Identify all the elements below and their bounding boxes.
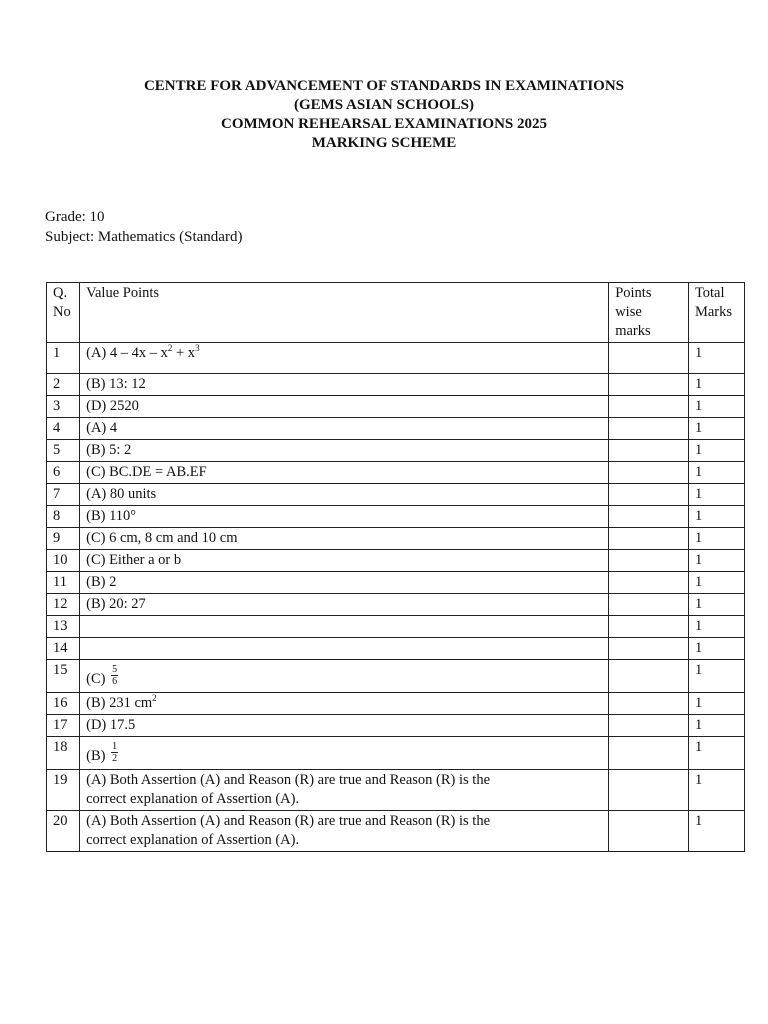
points-cell (609, 770, 689, 811)
question-number: 7 (47, 484, 80, 506)
question-number: 16 (47, 693, 80, 715)
total-marks-cell: 1 (688, 418, 744, 440)
points-cell (609, 418, 689, 440)
answer-cell: (D) 2520 (80, 396, 609, 418)
answer-cell: (C) $\frac{5}{6}$ (80, 660, 609, 693)
header-total-marks: Total Marks (688, 283, 744, 343)
answer-cell: (B) $\frac{1}{2}$ (80, 737, 609, 770)
total-marks-cell: 1 (688, 616, 744, 638)
table-row (47, 462, 745, 484)
total-marks-cell: 1 (688, 660, 744, 693)
answer-cell: (B) 13: 12 (80, 374, 609, 396)
total-marks-cell: 1 (688, 594, 744, 616)
table-row (47, 770, 745, 811)
answer-cell: (B) 20: 27 (80, 594, 609, 616)
question-number: 6 (47, 462, 80, 484)
question-number: 18 (47, 737, 80, 770)
answer-cell: (A) 4 (80, 418, 609, 440)
points-cell (609, 343, 689, 374)
total-marks-cell: 1 (688, 462, 744, 484)
answer-cell: (A) 80 units (80, 484, 609, 506)
total-marks-cell: 1 (688, 737, 744, 770)
answer-cell (80, 638, 609, 660)
points-cell (609, 616, 689, 638)
answer-cell: (C) Either a or b (80, 550, 609, 572)
total-marks-cell: 1 (688, 528, 744, 550)
table-header-row (47, 283, 745, 343)
table-row (47, 484, 745, 506)
table-row (47, 550, 745, 572)
question-number: 3 (47, 396, 80, 418)
table-row (47, 693, 745, 715)
points-cell (609, 693, 689, 715)
grade-label: Grade: 10 (45, 209, 105, 225)
points-cell (609, 396, 689, 418)
question-number: 14 (47, 638, 80, 660)
total-marks-cell: 1 (688, 715, 744, 737)
points-cell (609, 506, 689, 528)
table-row (47, 440, 745, 462)
table-row (47, 396, 745, 418)
header-value-points: Value Points (80, 283, 609, 343)
answer-cell: (A) Both Assertion (A) and Reason (R) are true and Reason (R) is the correct explanation of Assertion (A). (80, 770, 609, 811)
total-marks-cell: 1 (688, 572, 744, 594)
answer-cell (80, 616, 609, 638)
answer-cell: (D) 17.5 (80, 715, 609, 737)
total-marks-cell: 1 (688, 770, 744, 811)
table-row (47, 811, 745, 852)
question-number: 1 (47, 343, 80, 374)
table-row (47, 418, 745, 440)
table-row (47, 660, 745, 693)
question-number: 15 (47, 660, 80, 693)
answer-cell: (A) $4 - 4x - x^2 + x^3$ (80, 343, 609, 374)
total-marks-cell: 1 (688, 638, 744, 660)
points-cell (609, 638, 689, 660)
table-row (47, 343, 745, 374)
header-points-wise-marks: Points wise marks (609, 283, 689, 343)
total-marks-cell: 1 (688, 396, 744, 418)
header-document-title: MARKING SCHEME (311, 135, 457, 151)
marking-scheme-table (46, 282, 745, 852)
table-row (47, 638, 745, 660)
question-number: 8 (47, 506, 80, 528)
question-number: 12 (47, 594, 80, 616)
points-cell (609, 594, 689, 616)
question-number: 13 (47, 616, 80, 638)
points-cell (609, 715, 689, 737)
answer-cell: (B) 5: 2 (80, 440, 609, 462)
table-row (47, 737, 745, 770)
total-marks-cell: 1 (688, 693, 744, 715)
subject-label: Subject: Mathematics (Standard) (45, 229, 243, 245)
answer-cell: (B) 231 $cm^2$ (80, 693, 609, 715)
total-marks-cell: 1 (688, 811, 744, 852)
points-cell (609, 462, 689, 484)
document-meta (45, 207, 242, 247)
answer-cell: (C) BC.DE = AB.EF (80, 462, 609, 484)
table-row (47, 374, 745, 396)
points-cell (609, 550, 689, 572)
answer-cell: (B) 2 (80, 572, 609, 594)
points-cell (609, 440, 689, 462)
header-school-group: (GEMS ASIAN SCHOOLS) (293, 97, 475, 113)
question-number: 4 (47, 418, 80, 440)
table-row (47, 715, 745, 737)
total-marks-cell: 1 (688, 374, 744, 396)
question-number: 11 (47, 572, 80, 594)
points-cell (609, 374, 689, 396)
question-number: 2 (47, 374, 80, 396)
points-cell (609, 528, 689, 550)
points-cell (609, 811, 689, 852)
total-marks-cell: 1 (688, 506, 744, 528)
table-row (47, 616, 745, 638)
question-number: 9 (47, 528, 80, 550)
header-exam-name: COMMON REHEARSAL EXAMINATIONS 2025 (221, 116, 547, 132)
answer-cell: (C) 6 cm, 8 cm and 10 cm (80, 528, 609, 550)
question-number: 5 (47, 440, 80, 462)
question-number: 20 (47, 811, 80, 852)
table-row (47, 528, 745, 550)
points-cell (609, 660, 689, 693)
points-cell (609, 484, 689, 506)
answer-cell: (A) Both Assertion (A) and Reason (R) are true and Reason (R) is the correct explanation of Assertion (A). (80, 811, 609, 852)
document-header (0, 77, 768, 153)
points-cell (609, 737, 689, 770)
question-number: 10 (47, 550, 80, 572)
header-qno: Q. No (47, 283, 80, 343)
points-cell (609, 572, 689, 594)
table-row (47, 594, 745, 616)
total-marks-cell: 1 (688, 343, 744, 374)
answer-cell: (B) 110° (80, 506, 609, 528)
header-organization: CENTRE FOR ADVANCEMENT OF STANDARDS IN EXAMINATIONS (143, 78, 625, 94)
total-marks-cell: 1 (688, 550, 744, 572)
fraction: $\frac{1}{2}$ (112, 741, 118, 764)
question-number: 17 (47, 715, 80, 737)
question-number: 19 (47, 770, 80, 811)
total-marks-cell: 1 (688, 484, 744, 506)
fraction: $\frac{5}{6}$ (112, 664, 118, 687)
total-marks-cell: 1 (688, 440, 744, 462)
table-row (47, 572, 745, 594)
table-row (47, 506, 745, 528)
